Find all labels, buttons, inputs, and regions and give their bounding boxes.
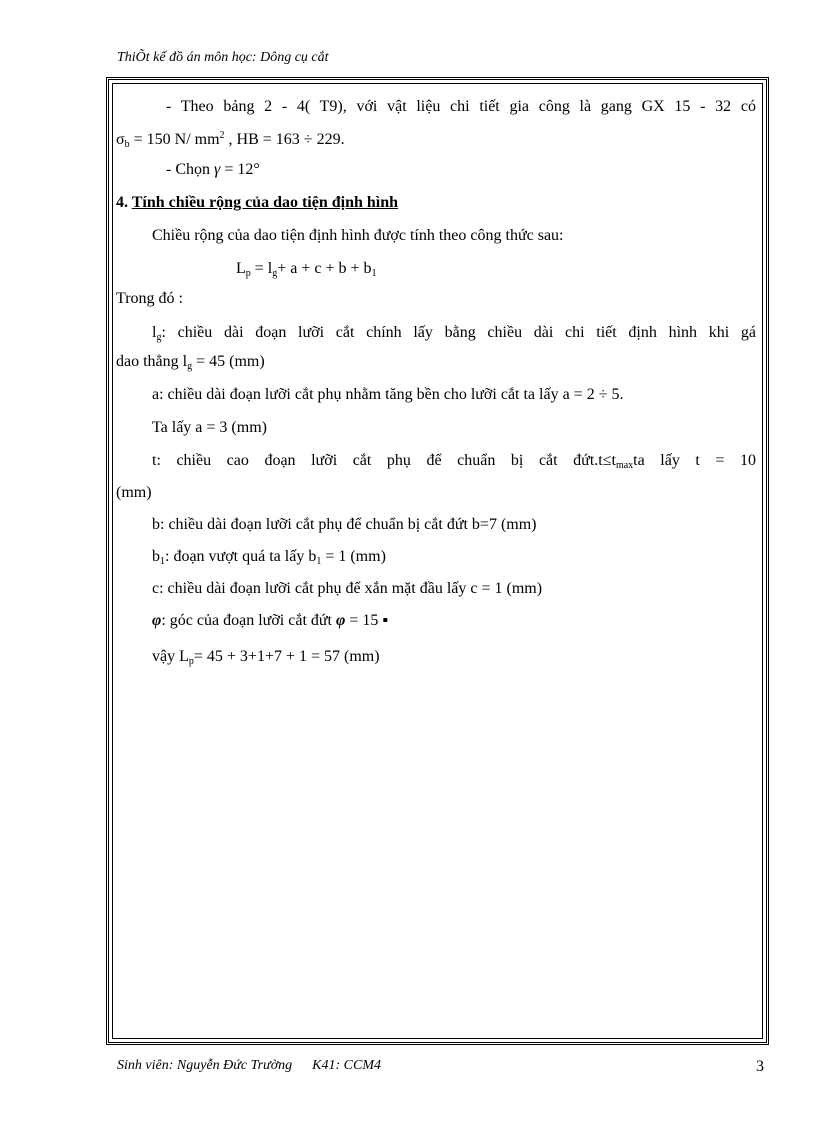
text-line: $\sigma_b = 150$ N/ $mm^2$ , HB = 163 ÷ 229. xyxy=(116,130,345,150)
text-line: t: chiều cao đoạn lưỡi cắt phụ để chuẩn bị cắt $đứt.t\le t_{max}ta$ lấy t = 10 xyxy=(152,452,757,471)
text-line: Ta lấy a = 3 (mm) xyxy=(152,419,267,436)
section-heading: 4. Tính chiều rộng của dao tiện định hình xyxy=(116,194,399,211)
text-line: a: chiều dài đoạn lưỡi cắt phụ nhằm tăng bền cho lưỡi cắt ta lấy a = 2 ÷ 5. xyxy=(152,386,624,403)
text-line: φ: góc của đoạn lưỡi cắt đứt φ = 15 ▪ xyxy=(152,612,389,629)
text-line: - Theo bảng 2 - 4( T9), với vật liệu chi tiết gia công là gang GX 15 - 32 có xyxy=(166,98,756,115)
page-header: ThiÕt kế đồ án môn học: Dông cụ cắt xyxy=(117,50,329,65)
student-name: Sinh viên: Nguyễn Đức Trường xyxy=(117,1058,293,1073)
page-footer xyxy=(117,1058,381,1074)
text-line: Trong đó : xyxy=(116,290,183,307)
formula: $L_p = l_g+ a + c + b + b_1$ xyxy=(236,260,377,279)
text-line: b: chiều dài đoạn lưỡi cắt phụ để chuẩn bị cắt đứt b=7 (mm) xyxy=(152,516,537,533)
text-line: $b_1$: đoạn vượt quá ta lấy $b_1 = 1$ (mm) xyxy=(152,548,386,567)
text-line: (mm) xyxy=(116,484,152,501)
text-line: dao thẳng $l_g = 45$ (mm) xyxy=(116,353,265,372)
text-line: c: chiều dài đoạn lưỡi cắt phụ để xắn mặt đầu lấy c = 1 (mm) xyxy=(152,580,543,597)
text-line: Chiều rộng của dao tiện định hình được tính theo công thức sau: xyxy=(152,227,564,244)
text-line: $l_g$: chiều dài đoạn lưỡi cắt chính lấy bằng chiều dài chi tiết định hình khi gá xyxy=(152,324,756,343)
result-line: vậy $L_p= 45 + 3+1+7 + 1 = 57$ (mm) xyxy=(152,648,380,667)
page-number: 3 xyxy=(756,1058,764,1075)
class-code: K41: CCM4 xyxy=(312,1058,382,1073)
text-line: - Chọn γ = 12° xyxy=(166,161,260,178)
